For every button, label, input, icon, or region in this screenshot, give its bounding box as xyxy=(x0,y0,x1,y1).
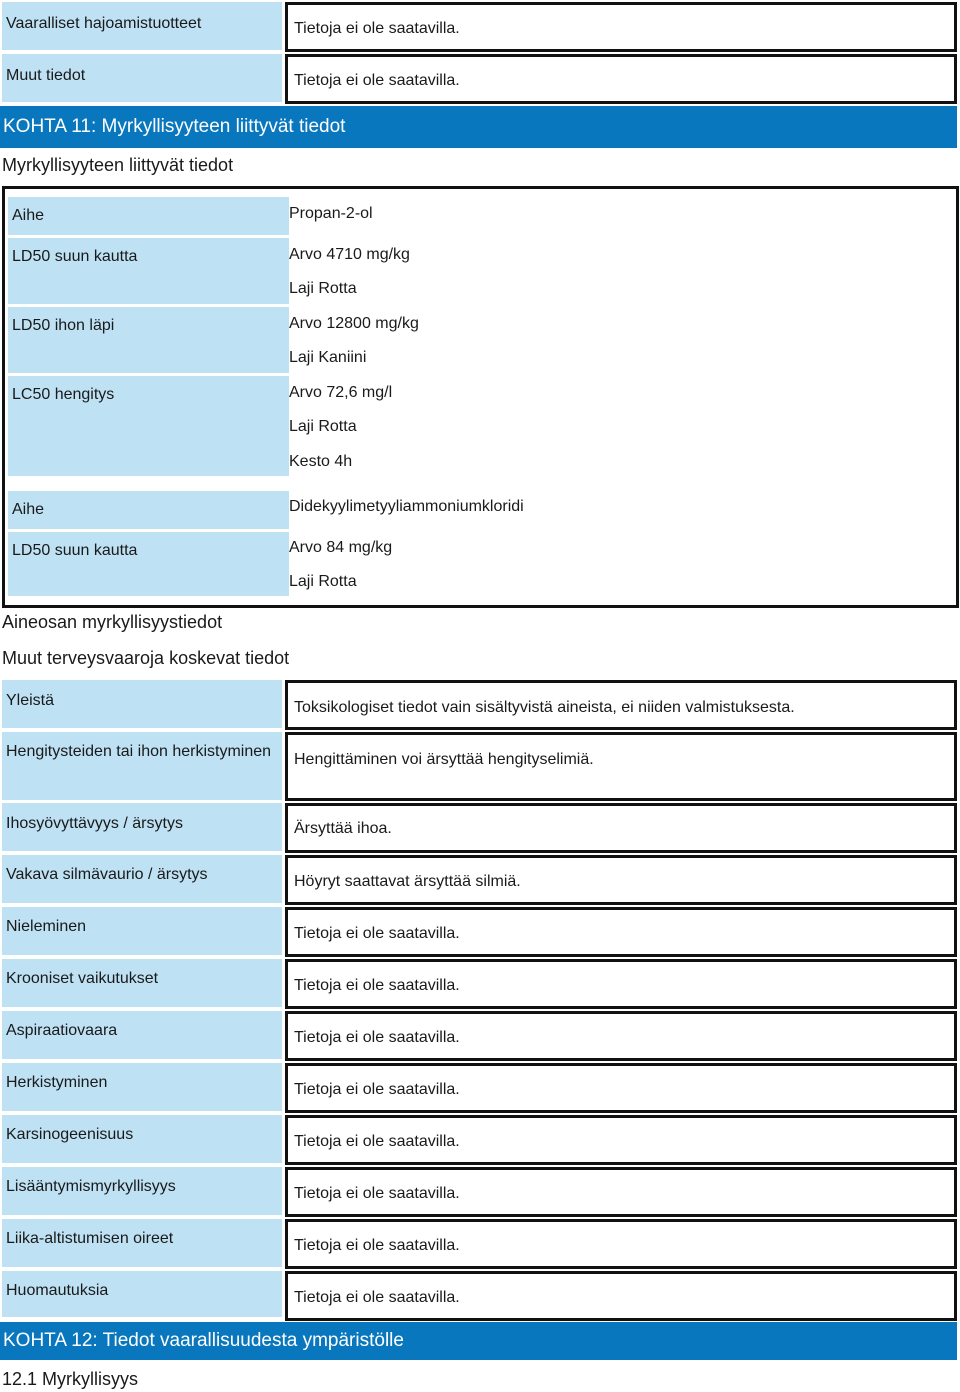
toxicology-subheading: Myrkyllisyyteen liittyvät tiedot xyxy=(2,155,234,175)
value-hazardous-decomposition xyxy=(285,2,957,52)
section-12-title-bar: KOHTA 12: Tiedot vaarallisuudesta ympäristölle xyxy=(0,1322,957,1360)
ld50-oral-species: Laji Rotta xyxy=(289,280,357,297)
label-eye-damage: Vakava silmävaurio / ärsytys xyxy=(2,855,282,903)
label-other-info: Muut tiedot xyxy=(2,54,282,102)
value-text: Tietoja ei ole saatavilla. xyxy=(294,72,460,89)
value-overexposure-symptoms xyxy=(285,1219,957,1269)
label-carcinogenicity: Karsinogeenisuus xyxy=(2,1115,282,1163)
label-general: Yleistä xyxy=(2,680,282,728)
value-text: Tietoja ei ole saatavilla. xyxy=(294,1289,460,1306)
value-carcinogenicity xyxy=(285,1115,957,1165)
value-reproductive-toxicity xyxy=(285,1167,957,1217)
subject-label: Aihe xyxy=(8,197,289,235)
value-other-info xyxy=(285,54,957,104)
value-aspiration-hazard xyxy=(285,1011,957,1061)
section-11-title-bar: KOHTA 11: Myrkyllisyyteen liittyvät tiedot xyxy=(0,106,957,148)
value-text: Tietoja ei ole saatavilla. xyxy=(294,20,460,37)
ingredient-toxicity-heading: Aineosan myrkyllisyystiedot xyxy=(2,612,223,632)
ld50-oral-label: LD50 suun kautta xyxy=(8,238,289,304)
ld50-oral-species: Laji Rotta xyxy=(289,573,357,590)
label-overexposure-symptoms: Liika-altistumisen oireet xyxy=(2,1219,282,1267)
value-text: Tietoja ei ole saatavilla. xyxy=(294,1237,460,1254)
value-skin-corrosion xyxy=(285,803,957,853)
value-text: Hengittäminen voi ärsyttää hengityselimiä. xyxy=(294,751,594,768)
label-sensitization: Herkistyminen xyxy=(2,1063,282,1111)
value-sensitization xyxy=(285,1063,957,1113)
value-text: Toksikologiset tiedot vain sisältyvistä aineista, ei niiden valmistuksesta. xyxy=(294,699,795,716)
ld50-oral-label: LD50 suun kautta xyxy=(8,532,289,596)
lc50-inhalation-duration: Kesto 4h xyxy=(289,453,353,470)
label-sensitisation: Hengitysteiden tai ihon herkistyminen xyxy=(2,732,282,800)
label-ingestion: Nieleminen xyxy=(2,907,282,955)
label-chronic-effects: Krooniset vaikutukset xyxy=(2,959,282,1007)
label-skin-corrosion: Ihosyövyttävyys / ärsytys xyxy=(2,803,282,851)
value-chronic-effects xyxy=(285,959,957,1009)
ld50-oral-value: Arvo 4710 mg/kg xyxy=(289,246,410,263)
label-remarks: Huomautuksia xyxy=(2,1271,282,1317)
value-sensitisation xyxy=(285,732,957,801)
label-aspiration-hazard: Aspiraatiovaara xyxy=(2,1011,282,1059)
subject-value: Didekyylimetyyliammoniumkloridi xyxy=(289,498,524,515)
value-eye-damage xyxy=(285,855,957,905)
lc50-inhalation-value: Arvo 72,6 mg/l xyxy=(289,384,393,401)
value-text: Tietoja ei ole saatavilla. xyxy=(294,1185,460,1202)
value-remarks xyxy=(285,1271,957,1321)
value-general xyxy=(285,680,957,730)
toxicity-subheading: 12.1 Myrkyllisyys xyxy=(2,1369,139,1389)
subject-value: Propan-2-ol xyxy=(289,205,373,222)
value-ingestion xyxy=(285,907,957,957)
ld50-dermal-value: Arvo 12800 mg/kg xyxy=(289,315,419,332)
ld50-dermal-species: Laji Kaniini xyxy=(289,349,367,366)
ld50-oral-value: Arvo 84 mg/kg xyxy=(289,539,393,556)
ld50-dermal-label: LD50 ihon läpi xyxy=(8,307,289,373)
value-text: Tietoja ei ole saatavilla. xyxy=(294,1133,460,1150)
value-text: Ärsyttää ihoa. xyxy=(294,820,392,837)
lc50-inhalation-species: Laji Rotta xyxy=(289,418,357,435)
value-text: Tietoja ei ole saatavilla. xyxy=(294,1081,460,1098)
subject-label: Aihe xyxy=(8,491,289,529)
value-text: Tietoja ei ole saatavilla. xyxy=(294,1029,460,1046)
lc50-inhalation-label: LC50 hengitys xyxy=(8,376,289,476)
value-text: Tietoja ei ole saatavilla. xyxy=(294,977,460,994)
value-text: Höyryt saattavat ärsyttää silmiä. xyxy=(294,873,521,890)
value-text: Tietoja ei ole saatavilla. xyxy=(294,925,460,942)
label-reproductive-toxicity: Lisääntymismyrkyllisyys xyxy=(2,1167,282,1215)
health-hazards-heading: Muut terveysvaaroja koskevat tiedot xyxy=(2,648,290,668)
label-hazardous-decomposition: Vaaralliset hajoamistuotteet xyxy=(2,2,282,50)
